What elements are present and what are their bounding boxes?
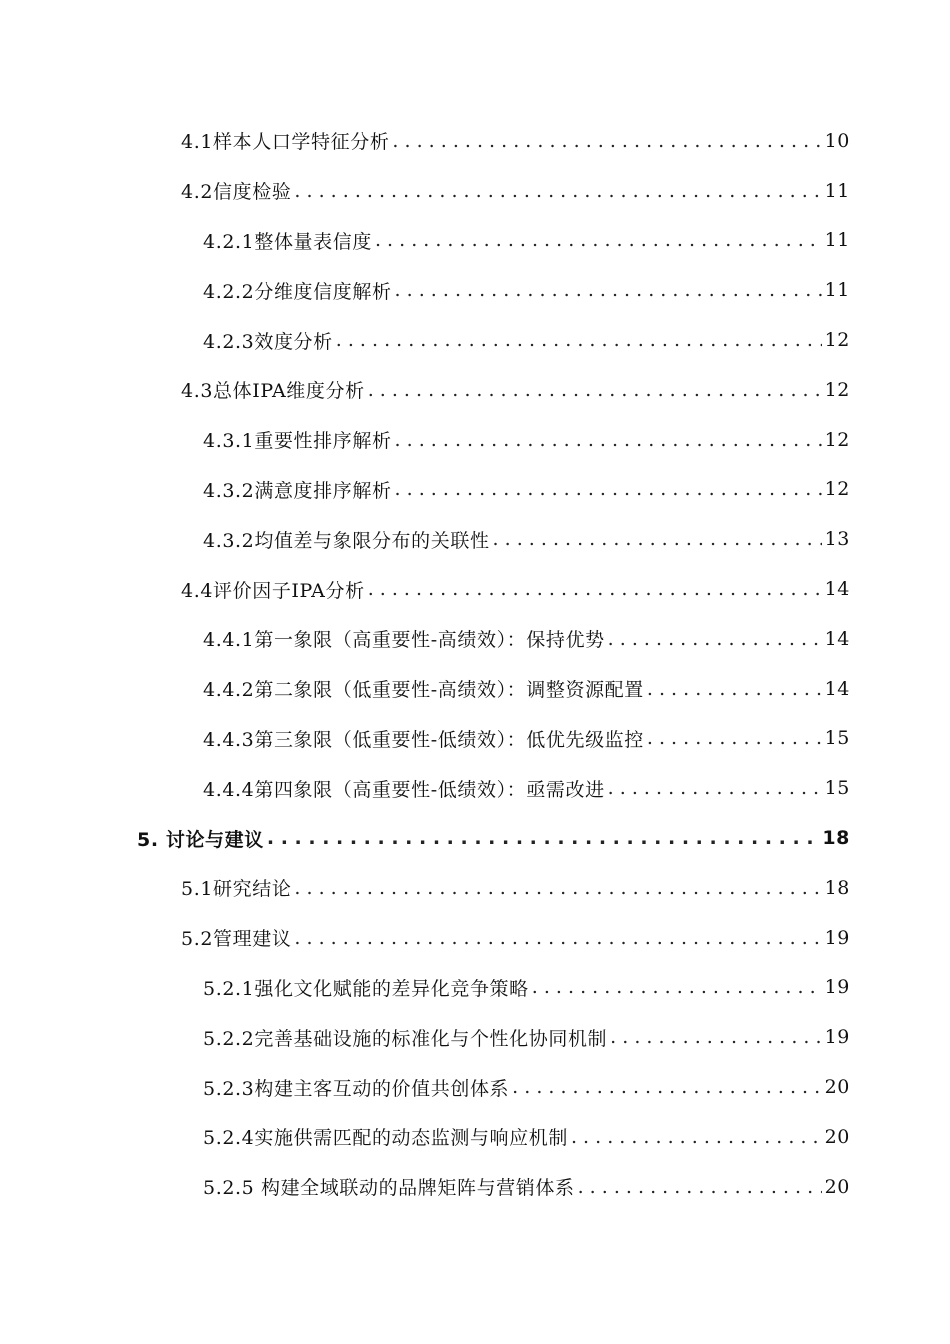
toc-dot-leader <box>368 379 822 401</box>
toc-entry[interactable] <box>0 265 950 315</box>
toc-page-number: 12 <box>824 378 850 401</box>
toc-dot-leader <box>395 429 822 451</box>
toc-page-number: 20 <box>824 1076 850 1099</box>
toc-entry-title: 4.4.1第一象限（高重要性-高绩效）：保持优势 <box>203 629 605 652</box>
toc-dot-leader <box>392 130 821 152</box>
toc-dot-leader <box>571 1126 822 1148</box>
toc-entry[interactable] <box>0 365 950 415</box>
toc-entry[interactable] <box>0 514 950 564</box>
toc-entry[interactable] <box>0 216 950 266</box>
toc-page-number: 20 <box>824 1125 850 1148</box>
toc-entry[interactable] <box>0 465 950 515</box>
toc-dot-leader <box>267 827 820 849</box>
toc-entry[interactable] <box>0 315 950 365</box>
toc-page-number: 11 <box>824 229 850 252</box>
toc-entry[interactable] <box>0 913 950 963</box>
toc-dot-leader <box>294 927 821 949</box>
table-of-contents <box>0 116 950 1212</box>
toc-dot-leader <box>395 478 822 500</box>
toc-entry-title: 5.2.1强化文化赋能的差异化竞争策略 <box>203 977 529 1000</box>
toc-dot-leader <box>512 1076 821 1098</box>
toc-entry-title: 5.2.3构建主客互动的价值共创体系 <box>203 1077 510 1100</box>
toc-dot-leader <box>493 528 822 550</box>
toc-dot-leader <box>610 1026 821 1048</box>
toc-dot-leader <box>578 1176 822 1198</box>
toc-dot-leader <box>375 229 822 251</box>
toc-page-number: 14 <box>824 677 850 700</box>
toc-page-number: 10 <box>824 129 850 152</box>
toc-entry[interactable] <box>0 1162 950 1212</box>
toc-chapter-entry[interactable] <box>0 813 950 863</box>
toc-entry[interactable] <box>0 614 950 664</box>
toc-page-number: 12 <box>824 478 850 501</box>
toc-dot-leader <box>395 279 822 301</box>
toc-dot-leader <box>647 727 822 749</box>
toc-entry[interactable] <box>0 714 950 764</box>
toc-entry-title: 5.1研究结论 <box>181 878 292 901</box>
toc-page-number: 13 <box>824 528 850 551</box>
toc-entry-title: 4.4.2第二象限（低重要性-高绩效）：调整资源配置 <box>203 679 644 702</box>
toc-entry[interactable] <box>0 963 950 1013</box>
toc-entry[interactable] <box>0 1062 950 1112</box>
toc-dot-leader <box>608 777 822 799</box>
toc-entry[interactable] <box>0 415 950 465</box>
toc-entry[interactable] <box>0 116 950 166</box>
toc-entry-title: 4.2.2分维度信度解析 <box>203 280 392 303</box>
toc-entry-title: 4.3.1重要性排序解析 <box>203 430 392 453</box>
toc-page-number: 11 <box>824 179 850 202</box>
toc-dot-leader <box>368 578 822 600</box>
toc-page-number: 20 <box>824 1175 850 1198</box>
toc-dot-leader <box>647 678 822 700</box>
toc-dot-leader <box>294 877 821 899</box>
toc-page-number: 19 <box>824 1026 850 1049</box>
toc-page-number: 12 <box>824 428 850 451</box>
toc-entry[interactable] <box>0 1012 950 1062</box>
toc-entry[interactable] <box>0 166 950 216</box>
toc-entry-title: 4.4.4第四象限（高重要性-低绩效）：亟需改进 <box>203 778 605 801</box>
toc-entry-title: 4.4.3第三象限（低重要性-低绩效）：低优先级监控 <box>203 728 644 751</box>
toc-entry-title: 4.3.2均值差与象限分布的关联性 <box>203 529 490 552</box>
toc-entry-title: 4.1样本人口学特征分析 <box>181 131 390 154</box>
toc-dot-leader <box>532 976 822 998</box>
toc-page-number: 18 <box>824 876 850 899</box>
toc-entry-title: 5.2.2完善基础设施的标准化与个性化协同机制 <box>203 1027 608 1050</box>
toc-dot-leader <box>336 329 822 351</box>
toc-page-number: 15 <box>824 727 850 750</box>
toc-entry-title: 5.2管理建议 <box>181 928 292 951</box>
toc-entry-title: 5. 讨论与建议 <box>137 828 264 851</box>
toc-page-number: 18 <box>822 827 850 850</box>
toc-page-number: 11 <box>824 279 850 302</box>
toc-entry[interactable] <box>0 664 950 714</box>
toc-page-number: 12 <box>824 329 850 352</box>
toc-entry[interactable] <box>0 1112 950 1162</box>
toc-entry-title: 4.2.3效度分析 <box>203 330 333 353</box>
toc-entry[interactable] <box>0 863 950 913</box>
toc-dot-leader <box>294 180 821 202</box>
toc-entry[interactable] <box>0 564 950 614</box>
toc-entry-title: 5.2.5 构建全域联动的品牌矩阵与营销体系 <box>203 1177 575 1200</box>
toc-entry[interactable] <box>0 763 950 813</box>
toc-entry-title: 4.2信度检验 <box>181 181 292 204</box>
toc-entry-title: 5.2.4实施供需匹配的动态监测与响应机制 <box>203 1127 568 1150</box>
toc-page-number: 14 <box>824 627 850 650</box>
toc-page-number: 15 <box>824 777 850 800</box>
toc-entry-title: 4.2.1整体量表信度 <box>203 230 372 253</box>
toc-entry-title: 4.3总体IPA维度分析 <box>181 380 365 403</box>
toc-page-number: 19 <box>824 926 850 949</box>
toc-page-number: 14 <box>824 578 850 601</box>
toc-page-number: 19 <box>824 976 850 999</box>
toc-entry-title: 4.3.2满意度排序解析 <box>203 479 392 502</box>
toc-dot-leader <box>608 628 822 650</box>
toc-entry-title: 4.4评价因子IPA分析 <box>181 579 365 602</box>
